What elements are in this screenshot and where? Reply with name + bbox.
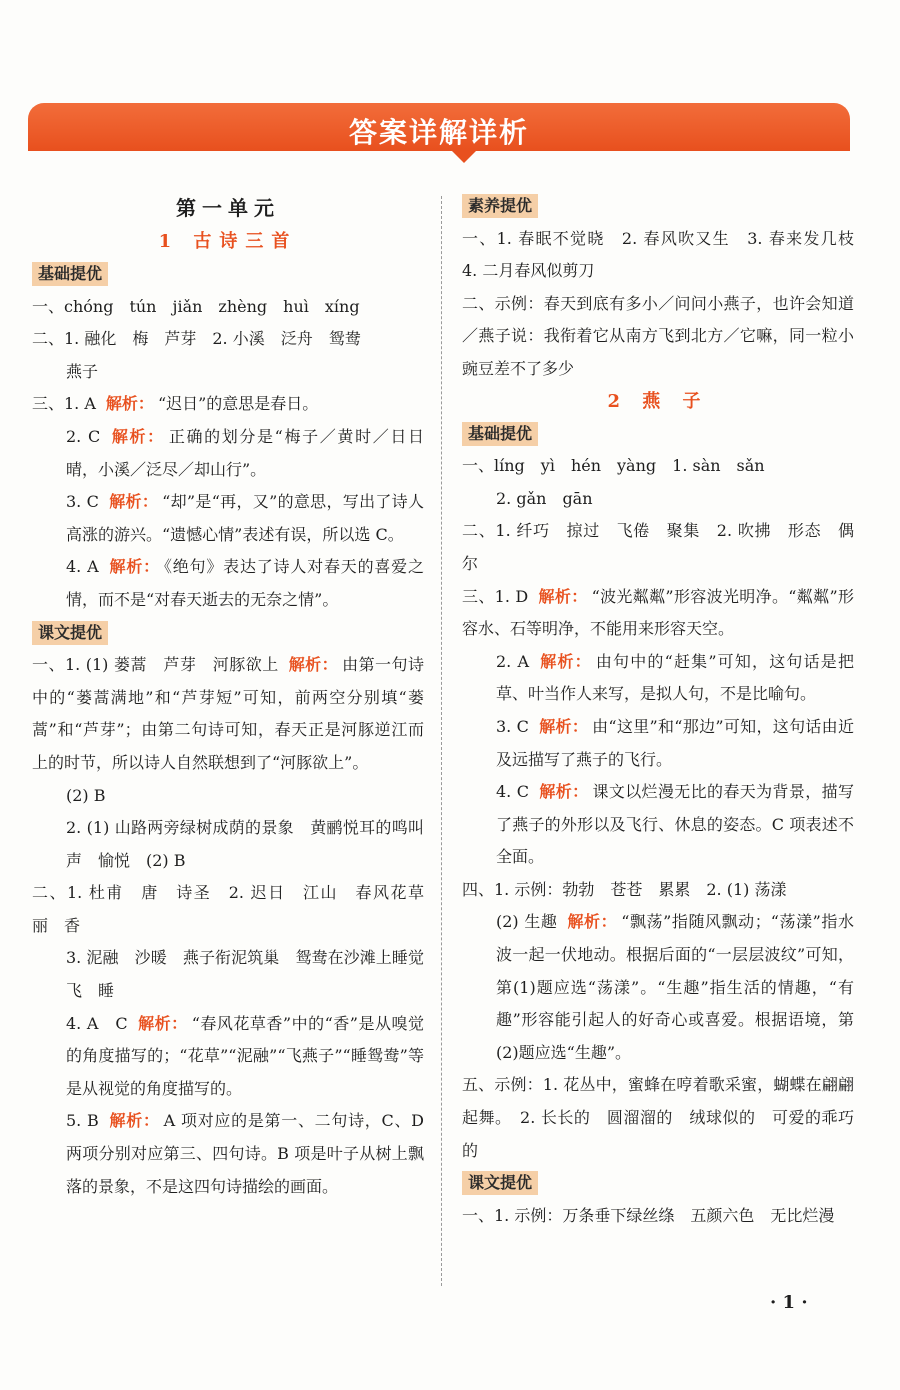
- unit-title: 第一单元: [176, 196, 280, 220]
- answer-item: [462, 711, 854, 776]
- analysis-text: 正确的划分是“梅子／黄时／日日晴，小溪／泛尽／却山行”。: [66, 426, 425, 479]
- banner-notch: [452, 151, 476, 163]
- analysis-label: 解析：: [108, 557, 160, 577]
- analysis-label: 解析：: [538, 586, 588, 606]
- answer-line: 一、chóng tún jiǎn zhèng huì xíng: [32, 296, 360, 316]
- answer-line: 3. 泥融 沙暖 燕子衔泥筑巢 鸳鸯在沙滩上睡觉 飞 睡: [66, 948, 441, 1001]
- analysis-label: 解析：: [108, 492, 159, 512]
- answer-item: [462, 646, 854, 711]
- analysis-text: “却”是“再，又”的意思，写出了诗人高涨的游兴。“遗憾心情”表述有误，所以选 C。: [66, 492, 424, 544]
- analysis-text: 由第一句诗中的“蒌蒿满地”和“芦芽短”可知，前两空分别填“蒌蒿”和“芦芽”；由第二句诗可知，春天正是河豚逆江而上的时节，所以诗人自然联想到了“河豚欲上”。: [32, 655, 424, 772]
- analysis-label: 解析：: [288, 655, 339, 675]
- analysis-text: “迟日”的意思是春日。: [157, 394, 319, 414]
- answer-line: 二、示例：春天到底有多小／问问小燕子，也许会知道／燕子说：我衔着它从南方飞到北方／它嘛，同一粒小豌豆差不了多少: [462, 293, 854, 378]
- lesson-title: 2 燕 子: [607, 390, 709, 412]
- answer-line: 二、1. 融化 梅 芦芽 2. 小溪 泛舟 鸳鸯: [32, 329, 361, 349]
- answer-line: 二、1. 纤巧 掠过 飞倦 聚集 2. 吹拂 形态 偶尔: [462, 521, 854, 573]
- answer-text: 2. A: [496, 651, 530, 671]
- page-title: 答案详解详析: [348, 116, 529, 149]
- answer-item: [462, 906, 854, 1069]
- answer-item: [32, 649, 424, 779]
- analysis-text: 由“这里”和“那边”可知，这句话由近及远描写了燕子的飞行。: [496, 716, 854, 769]
- answer-item: [32, 1008, 424, 1106]
- answer-line: (2) B: [66, 785, 106, 805]
- analysis-label: 解析：: [539, 651, 592, 671]
- analysis-label: 解析：: [137, 1013, 188, 1033]
- answer-text: 3. C: [496, 716, 529, 736]
- answer-item: [32, 486, 424, 551]
- answer-item: [462, 776, 854, 874]
- answer-line: 一、1. 示例：万条垂下绿丝绦 五颜六色 无比烂漫: [462, 1205, 835, 1225]
- analysis-label: 解析：: [538, 782, 589, 802]
- answer-line: 二、1. 杜甫 唐 诗圣 2. 迟日 江山 春风花草 丽 香: [32, 883, 441, 935]
- lesson-title: 1 古诗三首: [158, 231, 298, 252]
- left-column: [32, 190, 441, 1203]
- answer-text: 4. A C: [66, 1013, 128, 1033]
- answer-text: (2) 生趣: [496, 912, 558, 932]
- section-tag: 基础提优: [462, 422, 538, 446]
- answer-item: [32, 421, 424, 486]
- analysis-text: 课文以烂漫无比的春天为背景，描写了燕子的外形以及飞行、休息的姿态。C 项表述不全面。: [496, 782, 854, 867]
- header-banner: [28, 103, 850, 151]
- answer-item: [32, 388, 424, 421]
- answer-text: 4. A: [66, 557, 99, 577]
- answer-text: 三、1. A: [32, 394, 96, 414]
- answer-item: [462, 581, 854, 646]
- answer-text: 2. C: [66, 426, 101, 446]
- analysis-label: 解析：: [567, 912, 618, 932]
- answer-line: 2. gǎn gān: [496, 488, 593, 508]
- answer-text: 三、1. D: [462, 586, 529, 606]
- analysis-label: 解析：: [105, 394, 154, 414]
- answer-item: [32, 1105, 424, 1203]
- answer-line: 一、1. 春眠不觉晓 2. 春风吹又生 3. 春来发几枝 4. 二月春风似剪刀: [462, 228, 871, 281]
- analysis-text: 《绝句》表达了诗人对春天的喜爱之情，而不是“对春天逝去的无奈之情”。: [66, 557, 424, 609]
- analysis-text: “春风花草香”中的“香”是从嗅觉的角度描写的；“花草”“泥融”“飞燕子”“睡鸳鸯”等是从视觉的角度描写的。: [66, 1013, 424, 1098]
- right-column: [462, 190, 871, 1232]
- analysis-label: 解析：: [108, 1111, 160, 1131]
- section-tag: 课文提优: [462, 1171, 538, 1195]
- section-tag: 课文提优: [32, 621, 108, 645]
- answer-text: 3. C: [66, 492, 99, 512]
- column-divider: [441, 196, 442, 1286]
- analysis-text: “飘荡”指随风飘动；“荡漾”指水波一起一伏地动。根据后面的“一层层波纹”可知，第(1)题应选“荡漾”。“生趣”指生活的情趣，“有趣”形容能引起人的好奇心或喜爱。根据语境，第(2)题应选“生趣”。: [496, 912, 854, 1062]
- answer-text: 一、1. (1) 蒌蒿 芦芽 河豚欲上: [32, 655, 279, 675]
- analysis-text: 由句中的“赶集”可知，这句话是把草、叶当作人来写，是拟人句，不是比喻句。: [496, 651, 854, 704]
- answer-line: 2. (1) 山路两旁绿树成荫的景象 黄鹂悦耳的鸣叫声 愉悦 (2) B: [66, 818, 424, 870]
- answer-line: 燕子: [66, 361, 99, 381]
- section-tag: 基础提优: [32, 262, 108, 286]
- analysis-text: A 项对应的是第一、二句诗，C、D 两项分别对应第三、四句诗。B 项是叶子从树上飘落的景象，不是这四句诗描绘的画面。: [66, 1111, 425, 1196]
- answer-line: 一、líng yì hén yàng 1. sàn sǎn: [462, 456, 765, 476]
- answer-item: [32, 551, 424, 616]
- answer-line: 四、1. 示例：勃勃 苍苍 累累 2. (1) 荡漾: [462, 879, 787, 899]
- answer-text: 4. C: [496, 782, 529, 802]
- analysis-text: “波光粼粼”形容波光明净。“粼粼”形容水、石等明净，不能用来形容天空。: [462, 586, 854, 639]
- page-number: · 1 ·: [770, 1292, 808, 1313]
- analysis-label: 解析：: [538, 716, 589, 736]
- section-tag: 素养提优: [462, 194, 538, 218]
- analysis-label: 解析：: [110, 426, 165, 446]
- answer-line: 五、示例：1. 花丛中，蜜蜂在哼着歌采蜜，蝴蝶在翩翩起舞。 2. 长长的 圆溜溜的 绒球似的 可爱的乖巧的: [462, 1075, 854, 1160]
- answer-text: 5. B: [66, 1111, 99, 1131]
